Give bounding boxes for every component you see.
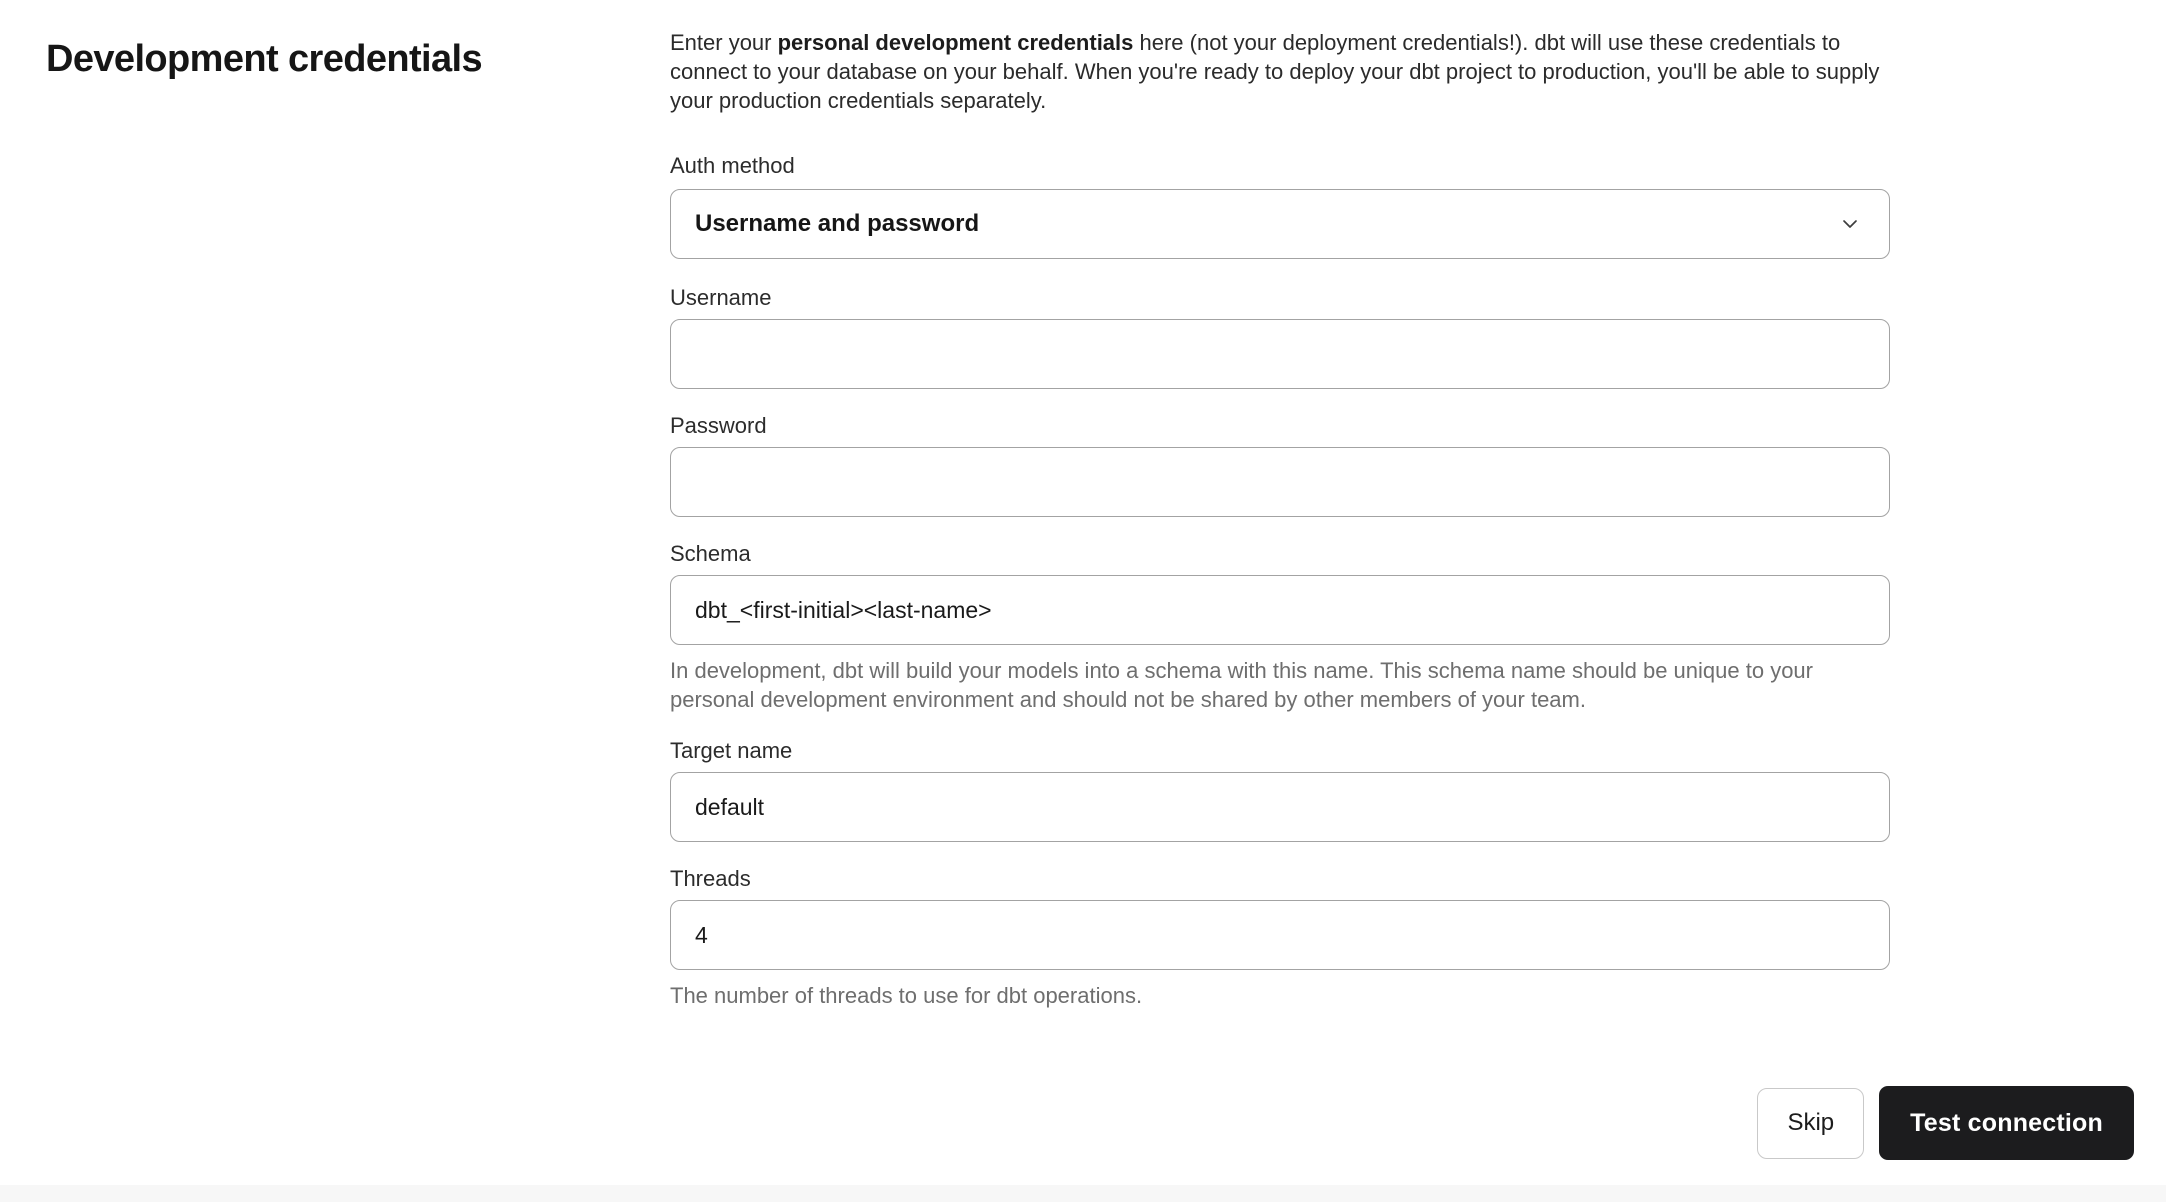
intro-paragraph — [670, 28, 1890, 115]
schema-label: Schema — [670, 541, 751, 566]
page-title: Development credentials — [46, 38, 483, 80]
bottom-page-edge — [0, 1185, 2166, 1202]
password-label: Password — [670, 413, 767, 438]
intro-text-end: here (not your deployment credentials!). dbt will use these credentials to connect to your database on your behalf. When you're ready to deploy your dbt project to production, you'll be able to supply your production credentials separately. — [670, 30, 1880, 113]
password-input[interactable] — [670, 447, 1890, 517]
credentials-form — [670, 28, 1890, 1010]
chevron-down-icon — [1839, 213, 1861, 235]
skip-button[interactable]: Skip — [1757, 1088, 1864, 1159]
schema-help-text: In development, dbt will build your models into a schema with this name. This schema name should be unique to your personal development environment and should not be shared by other members of your team. — [670, 658, 1813, 712]
test-connection-button[interactable]: Test connection — [1879, 1086, 2134, 1160]
threads-help-text: The number of threads to use for dbt operations. — [670, 983, 1143, 1008]
intro-text-bold: personal development credentials — [777, 30, 1134, 55]
threads-input[interactable] — [670, 900, 1890, 970]
schema-input[interactable] — [670, 575, 1890, 645]
footer-actions — [1757, 1086, 2134, 1160]
auth-method-selected-value: Username and password — [695, 210, 980, 237]
username-input[interactable] — [670, 319, 1890, 389]
target-name-label: Target name — [670, 738, 793, 763]
intro-text-start: Enter your — [670, 30, 778, 55]
auth-method-select[interactable] — [670, 189, 1890, 259]
username-label: Username — [670, 285, 772, 310]
target-name-input[interactable] — [670, 772, 1890, 842]
auth-method-label: Auth method — [670, 153, 795, 178]
threads-label: Threads — [670, 866, 751, 891]
